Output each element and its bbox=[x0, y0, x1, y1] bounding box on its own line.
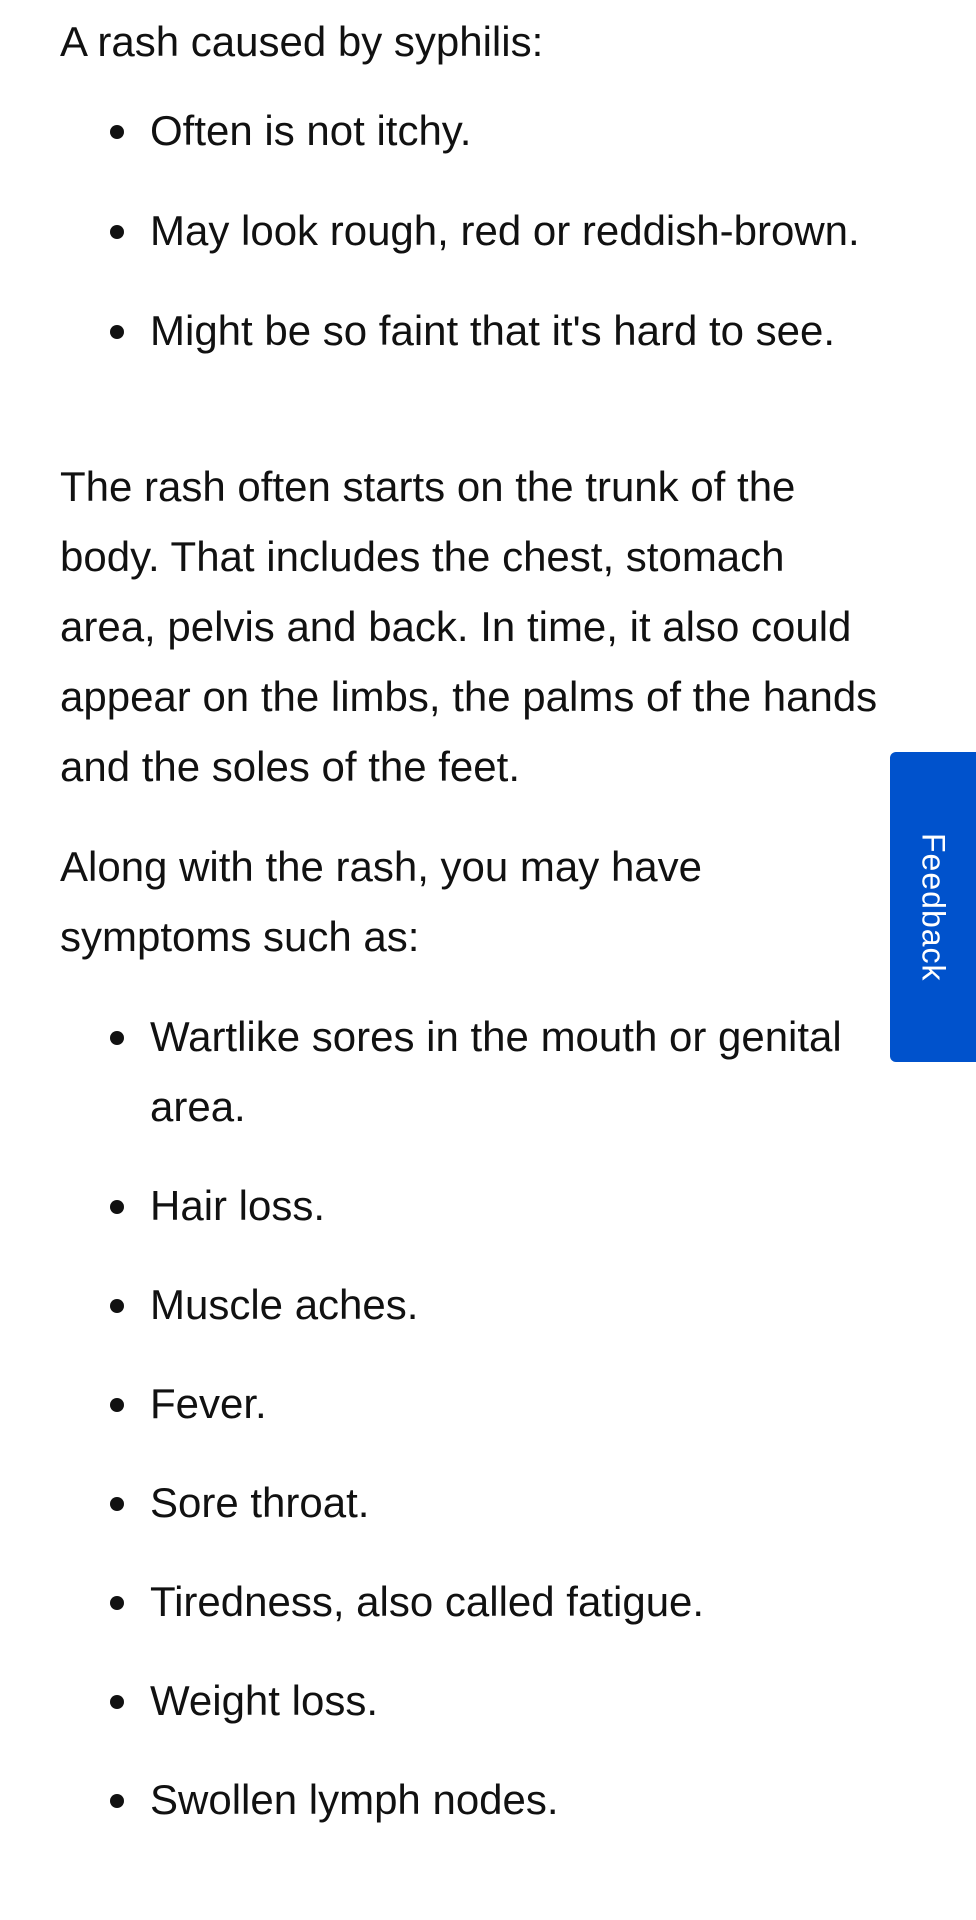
article-content bbox=[60, 0, 880, 1864]
feedback-button[interactable] bbox=[890, 752, 976, 1062]
list-item bbox=[150, 1270, 880, 1340]
list-item-text: Sore throat. bbox=[150, 1479, 370, 1526]
bullet-icon bbox=[110, 1695, 124, 1709]
list-item bbox=[150, 1171, 880, 1241]
list-item-text: Often is not itchy. bbox=[150, 107, 472, 154]
list-item bbox=[150, 1369, 880, 1439]
rash-intro: A rash caused by syphilis: bbox=[60, 18, 544, 65]
bullet-icon bbox=[110, 1596, 124, 1610]
list-item-text: Fever. bbox=[150, 1380, 267, 1427]
list-item-text: Muscle aches. bbox=[150, 1281, 419, 1328]
list-item bbox=[150, 296, 880, 366]
feedback-label: Feedback bbox=[915, 832, 952, 982]
list-item-text: Weight loss. bbox=[150, 1677, 378, 1724]
list-item-text: Tiredness, also called fatigue. bbox=[150, 1578, 705, 1625]
list-item bbox=[150, 1567, 880, 1637]
bullet-icon bbox=[110, 1299, 124, 1313]
list-item-text: Swollen lymph nodes. bbox=[150, 1776, 559, 1823]
bullet-icon bbox=[110, 1031, 124, 1045]
bullet-icon bbox=[110, 125, 124, 139]
list-item bbox=[150, 1468, 880, 1538]
list-item-text: Might be so faint that it's hard to see. bbox=[150, 307, 836, 354]
bullet-icon bbox=[110, 1200, 124, 1214]
rash-traits-list bbox=[60, 96, 880, 366]
list-item bbox=[150, 1002, 880, 1142]
bullet-icon bbox=[110, 1497, 124, 1511]
list-item-text: Wartlike sores in the mouth or genital area. bbox=[150, 1013, 842, 1130]
list-item-text: Hair loss. bbox=[150, 1182, 326, 1229]
list-item bbox=[150, 1666, 880, 1736]
bullet-icon bbox=[110, 1794, 124, 1808]
symptoms-intro-paragraph: Along with the rash, you may have symptoms such as: bbox=[60, 843, 703, 960]
bullet-icon bbox=[110, 325, 124, 339]
bullet-icon bbox=[110, 1398, 124, 1412]
list-item bbox=[150, 96, 880, 166]
rash-location-paragraph: The rash often starts on the trunk of the body. That includes the chest, stomach area, pelvis and back. In time, it also could appear on the limbs, the palms of the hands and the soles of the feet. bbox=[60, 463, 878, 790]
list-item bbox=[150, 1765, 880, 1835]
list-item-text: May look rough, red or reddish-brown. bbox=[150, 207, 860, 254]
bullet-icon bbox=[110, 225, 124, 239]
symptoms-list bbox=[60, 1002, 880, 1835]
list-item bbox=[150, 196, 880, 266]
